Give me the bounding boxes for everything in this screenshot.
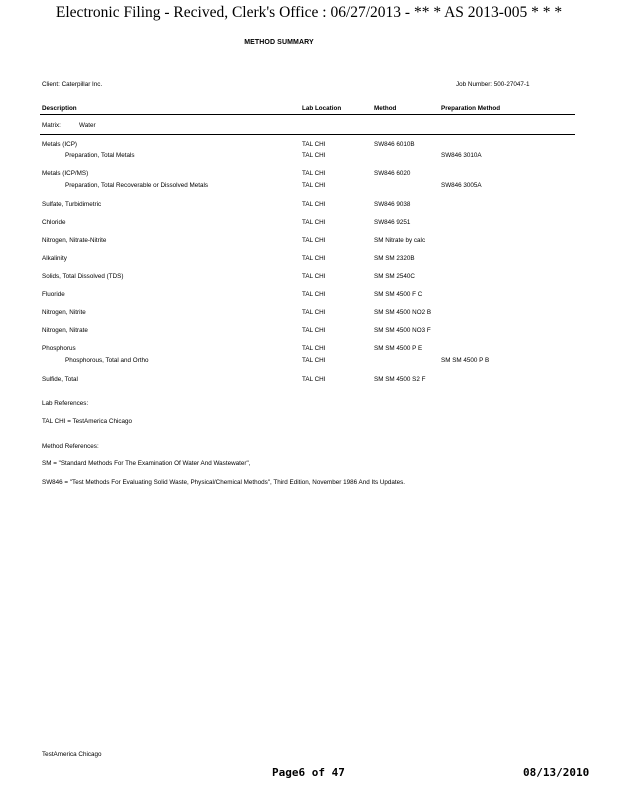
table-row-description: Preparation, Total Metals <box>65 152 135 159</box>
client-name: Client: Caterpillar Inc. <box>42 81 103 88</box>
column-header-description: Description <box>42 105 77 112</box>
table-row-lab: TAL CHI <box>302 201 326 208</box>
method-reference-sw846: SW846 = "Test Methods For Evaluating Solid Waste, Physical/Chemical Methods", Third Edition, November 1986 And Its Updates. <box>42 479 406 486</box>
table-row-method: SM SM 4500 S2 F <box>374 376 426 383</box>
table-row-lab: TAL CHI <box>302 182 326 189</box>
table-row-lab: TAL CHI <box>302 152 326 159</box>
table-row-lab: TAL CHI <box>302 345 326 352</box>
table-row-description: Preparation, Total Recoverable or Dissolved Metals <box>65 182 209 189</box>
table-row-method: SM SM 2320B <box>374 255 415 262</box>
footer-date: 08/13/2010 <box>523 766 590 779</box>
table-row-prep: SM SM 4500 P B <box>441 357 490 364</box>
table-row-method: SW846 6010B <box>374 141 415 148</box>
table-row-description: Phosphorous, Total and Ortho <box>65 357 149 364</box>
table-row-method: SM SM 4500 NO2 B <box>374 309 432 316</box>
table-row-method: SW846 9038 <box>374 201 411 208</box>
table-row-description: Sulfate, Turbidimetric <box>42 201 102 208</box>
column-header-preparation-method: Preparation Method <box>441 105 501 112</box>
lab-references-heading: Lab References: <box>42 400 89 407</box>
table-row-lab: TAL CHI <box>302 237 326 244</box>
table-row-method: SM SM 4500 F C <box>374 291 423 298</box>
table-row-lab: TAL CHI <box>302 141 326 148</box>
table-row-description: Fluoride <box>42 291 65 298</box>
table-row-description: Solids, Total Dissolved (TDS) <box>42 273 124 280</box>
table-row-description: Metals (ICP/MS) <box>42 170 89 177</box>
job-number: Job Number: 500-27047-1 <box>456 81 530 88</box>
footer-lab-name: TestAmerica Chicago <box>42 751 102 758</box>
table-row-description: Nitrogen, Nitrate-Nitrite <box>42 237 107 244</box>
table-row-lab: TAL CHI <box>302 327 326 334</box>
table-row-description: Chloride <box>42 219 66 226</box>
table-row-lab: TAL CHI <box>302 291 326 298</box>
page-number: Page6 of 47 <box>272 766 345 779</box>
table-row-description: Phosphorus <box>42 345 76 352</box>
filing-header: Electronic Filing - Recived, Clerk's Office : 06/27/2013 - ** * AS 2013-005 * * * <box>55 4 563 21</box>
table-row-method: SM SM 4500 NO3 F <box>374 327 431 334</box>
table-row-lab: TAL CHI <box>302 357 326 364</box>
table-row-lab: TAL CHI <box>302 376 326 383</box>
table-row-lab: TAL CHI <box>302 219 326 226</box>
table-row-method: SM SM 2540C <box>374 273 415 280</box>
matrix-value: Water <box>79 122 96 129</box>
table-row-description: Nitrogen, Nitrite <box>42 309 86 316</box>
table-row-lab: TAL CHI <box>302 170 326 177</box>
table-row-description: Alkalinity <box>42 255 67 262</box>
table-row-method: SM Nitrate by calc <box>374 237 426 244</box>
table-row-description: Metals (ICP) <box>42 141 77 148</box>
method-references-heading: Method References: <box>42 443 99 450</box>
header-rule <box>40 114 575 115</box>
table-row-description: Sulfide, Total <box>42 376 78 383</box>
table-row-lab: TAL CHI <box>302 255 326 262</box>
matrix-label: Matrix: <box>42 122 61 129</box>
column-header-method: Method <box>374 105 397 112</box>
lab-references-text: TAL CHI = TestAmerica Chicago <box>42 418 132 425</box>
document-title: METHOD SUMMARY <box>244 39 314 46</box>
table-row-method: SW846 6020 <box>374 170 411 177</box>
table-row-lab: TAL CHI <box>302 273 326 280</box>
table-row-method: SW846 9251 <box>374 219 411 226</box>
table-row-prep: SW846 3010A <box>441 152 482 159</box>
method-reference-sm: SM = "Standard Methods For The Examination Of Water And Wastewater", <box>42 460 251 467</box>
table-row-description: Nitrogen, Nitrate <box>42 327 88 334</box>
matrix-rule <box>40 134 575 135</box>
table-row-prep: SW846 3005A <box>441 182 482 189</box>
column-header-lab-location: Lab Location <box>302 105 342 112</box>
table-row-method: SM SM 4500 P E <box>374 345 423 352</box>
table-row-lab: TAL CHI <box>302 309 326 316</box>
